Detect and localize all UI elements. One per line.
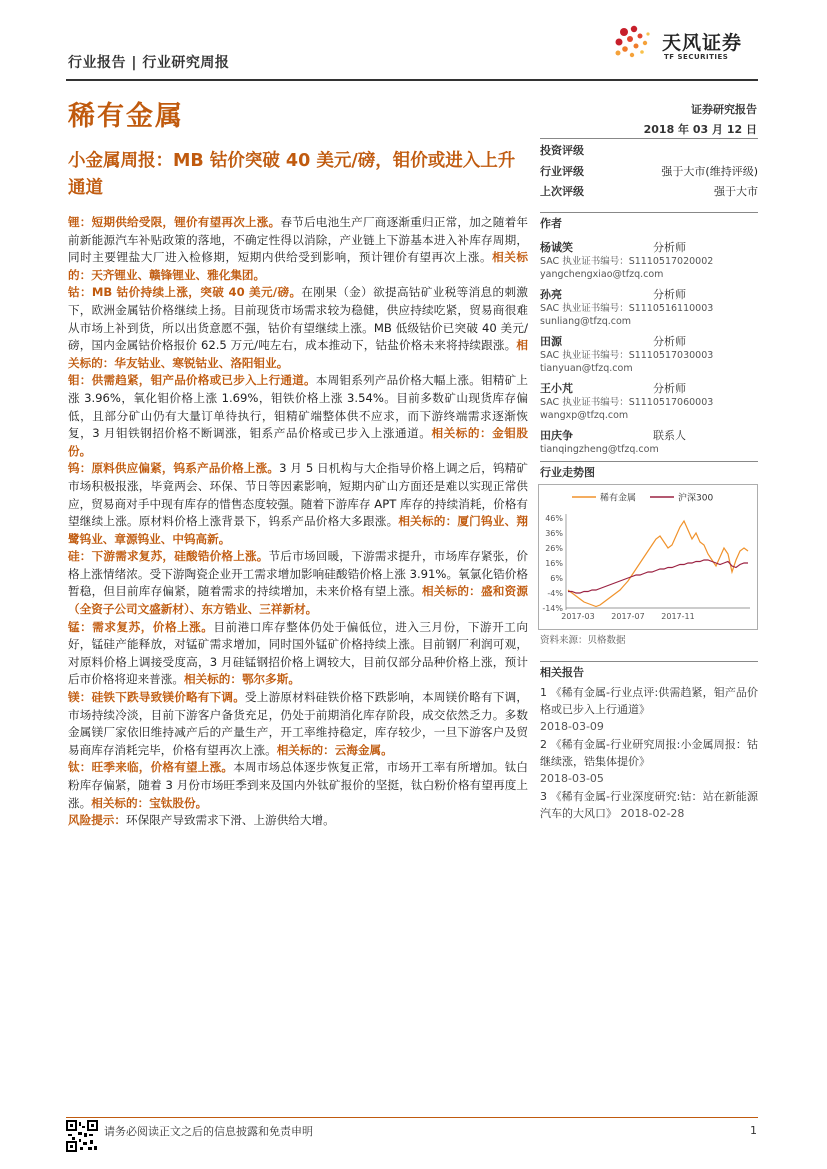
legend-label: 稀有金属 (600, 493, 637, 504)
author-entry: 田源 分析师 SAC 执业证书编号：S1110517030003 tianyuan@tfzq.com (540, 335, 714, 374)
x-tick-label: 2017-07 (611, 612, 645, 621)
rating-row: 上次评级 强于大市 (540, 185, 758, 198)
section-lithium: 锂：短期供给受限，锂价有望再次上涨。春节后电池生产厂商逐渐重归正常，加之随着年前新能源汽车补贴政策的落地，不确定性得以消除，产业链上下游基本进入补库存周期，同时主要锂盐大厂进入检修期，短期内供给受到影响，预计锂价有望再次上涨。相关标的：天齐锂业、赣锋锂业、雅化集团。 (68, 215, 528, 282)
industry-trend-chart (538, 484, 758, 630)
logo-english: TF SECURITIES (664, 53, 729, 61)
y-tick-label: 46% (545, 514, 563, 523)
y-tick-label: 26% (545, 544, 563, 553)
risk-warning: 风险提示：环保限产导致需求下滑、上游供给大增。 (68, 813, 335, 828)
logo-wordmark: 天风证券 (662, 32, 743, 54)
y-tick-label: -4% (547, 589, 563, 598)
trend-title: 行业走势图 (540, 466, 595, 479)
section-tungsten: 钨：原料供应偏紧，钨系产品价格上涨。3 月 5 日机构与大企指导价格上调之后，钨精矿市场积极报涨，毕竟两会、环保、节日等因素影响，短期内矿山方面还是难以实现正常供应，贸易商对手中现有库存的惜售态度较强。随着下游库存 APT 库存的持续消耗，价格有望继续上涨。原材料价格上涨背景下，钨系产品价格大多跟涨。相关标的：厦门钨业、翔鹭钨业、章源钨业、中钨高新。 (68, 461, 528, 546)
trend-block (540, 461, 758, 480)
page-number: 1 (750, 1124, 757, 1137)
author-entry: 杨诚笑 分析师 SAC 执业证书编号：S1110517020002 yangchengxiao@tfzq.com (540, 241, 714, 280)
qr-code-icon (66, 1120, 98, 1152)
section-manganese: 锰：需求复苏，价格上涨。目前港口库存整体仍处于偏低位，进入三月份，下游开工向好，锰硅产能释放，对锰矿需求增加，同时国外锰矿价格持续上涨。目前钢厂利润可观，对原料价格上调接受度高，3 月硅锰钢招价格上调较大，目前仅部分品种价格上涨，预计后市价格将迎来普涨。相关标的：鄂尔多斯。 (68, 619, 528, 687)
report-category: 行业报告 | 行业研究周报 (68, 55, 230, 71)
related-report[interactable]: 1 《稀有金属-行业点评:供需趋紧，钼产品价格或已步入上行通道》 2018-03-09 (540, 686, 758, 733)
related-report[interactable]: 2 《稀有金属-行业研究周报:小金属周报：钴继续涨，锆集体提价》 2018-03-05 (540, 738, 758, 785)
section-cobalt: 钴：MB 钴价持续上涨，突破 40 美元/磅。在刚果（金）欲提高钴矿业税等消息的刺激下，欧洲金属钴价格继续上扬。目前现货市场需求较为稳健，供应持续吃紧，贸易商很难从市场上补到货，所以出货意愿不强，钴价有望继续上涨。MB 低级钴价已突破 40 美元/磅，国内金属钴价格报价 62.5 万元/吨左右，成本推动下，钴盐价格未来将持续跟涨。相关标的：华友钴业、寒锐钴业、洛阳钼业。 (68, 285, 528, 370)
report-title: 小金属周报：MB 钴价突破 40 美元/磅，钼价或进入上升通道 (68, 151, 516, 198)
header-divider (66, 79, 758, 81)
rating-title: 投资评级 (540, 144, 584, 157)
section-molybdenum: 钼：供需趋紧，钼产品价格或已步入上行通道。本周钼系列产品价格大幅上涨。钼精矿上涨 3.96%，氧化钼价格上涨 1.69%，钼铁价格上涨 3.54%。目前多数矿山现货库存偏低，且部分矿山仍有大量订单待执行，钼精矿端整体供不应求，而下游终端需求逐渐恢复，3 月钼铁钢招价格不断调涨，钼系产品价格或已步入上涨通道。相关标的：金钼股份。 (68, 373, 528, 458)
footer-disclaimer[interactable]: 请务必阅读正文之后的信息披露和免责申明 (104, 1125, 313, 1138)
related-title: 相关报告 (540, 666, 584, 679)
y-tick-label: 6% (550, 574, 563, 583)
legend-label: 沪深300 (678, 493, 714, 504)
author-entry: 王小芃 分析师 SAC 执业证书编号：S1110517060003 wangxp@tfzq.com (540, 382, 714, 421)
x-tick-label: 2017-11 (661, 612, 695, 621)
sector-title: 稀有金属 (68, 101, 184, 132)
report-body (68, 214, 528, 830)
section-magnesium: 镁：硅铁下跌导致镁价略有下调。受上游原材料硅铁价格下跌影响，本周镁价略有下调，市场持续冷淡，目前下游客户备货充足，仍处于前期消化库存阶段，成交依然乏力。多数金属镁厂家依旧维持减产后的产量生产，开工率维持稳定，库存较少，一旦下游客户及贸易商库存消耗完毕，价格有望再次上涨。相关标的：云海金属。 (68, 690, 528, 757)
related-block (540, 661, 758, 822)
author-entry: 田庆争 联系人 tianqingzheng@tfzq.com (540, 429, 686, 455)
rating-row: 行业评级 强于大市(维持评级) (540, 165, 758, 178)
x-tick-label: 2017-03 (561, 612, 595, 621)
author-entry: 孙亮 分析师 SAC 执业证书编号：S1110516110003 sunliang@tfzq.com (540, 288, 714, 327)
authors-block (540, 212, 758, 456)
chart-source: 资料来源：贝格数据 (540, 635, 626, 646)
footer-divider (66, 1117, 758, 1118)
section-titanium: 钛：旺季来临，价格有望上涨。本周市场总体逐步恢复正常，市场开工率有所增加。钛白粉库存偏紧，随着 3 月份市场旺季到来及国内外钛矿报价的坚挺，钛白粉价格有望再度上涨。相关标的：宝钛股份。 (68, 760, 528, 810)
related-report[interactable]: 3 《稀有金属-行业深度研究:钴：站在新能源汽车的大风口》 2018-02-28 (540, 790, 758, 820)
section-zirconium: 硅：下游需求复苏，硅酸锆价格上涨。节后市场回暖，下游需求提升，市场库存紧张，价格上涨情绪浓。受下游陶瓷企业开工需求增加影响硅酸锆价格上涨 3.91%。氧氯化锆价格暂稳，但目前库存偏紧，随着需求的持续增加，未来价格有望上涨。相关标的：盛和资源（全资子公司文盛新材）、东方锆业、三祥新材。 (68, 549, 528, 617)
report-type: 证券研究报告 (691, 103, 757, 116)
y-tick-label: 36% (545, 529, 563, 538)
authors-title: 作者 (540, 217, 562, 230)
y-tick-label: 16% (545, 559, 563, 568)
rating-block (540, 138, 758, 199)
y-tick-label: -14% (542, 604, 563, 613)
report-date: 2018 年 03 月 12 日 (643, 123, 757, 136)
